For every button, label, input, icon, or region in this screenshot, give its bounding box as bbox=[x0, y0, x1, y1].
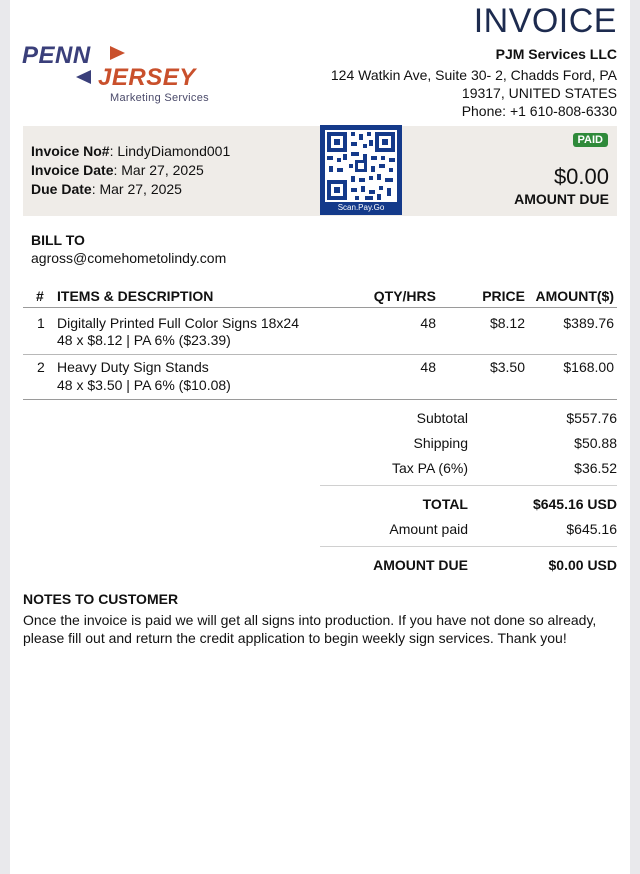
row2-detail: 48 x $3.50 | PA 6% ($10.08) bbox=[57, 377, 231, 393]
invoice-date-value: : Mar 27, 2025 bbox=[113, 162, 204, 178]
col-header-description: ITEMS & DESCRIPTION bbox=[57, 288, 214, 304]
row2-number: 2 bbox=[37, 359, 45, 375]
company-address-line1: 124 Watkin Ave, Suite 30- 2, Chadds Ford, PA bbox=[330, 67, 617, 83]
logo-arrow-right-icon bbox=[110, 46, 125, 60]
invoice-number-label: Invoice No# bbox=[31, 143, 110, 159]
bill-to-heading: BILL TO bbox=[31, 232, 85, 248]
totals-divider bbox=[320, 546, 617, 547]
notes-text: Once the invoice is paid we will get all signs into production. If you have not done so already, please fill out and return the credit application to begin weekly sign services. Thank you! bbox=[23, 612, 597, 646]
logo-word-jersey: JERSEY bbox=[98, 64, 196, 91]
row1-title: Digitally Printed Full Color Signs 18x24 bbox=[57, 315, 299, 331]
col-header-amount: AMOUNT($) bbox=[535, 288, 614, 304]
row1-detail: 48 x $8.12 | PA 6% ($23.39) bbox=[57, 332, 231, 348]
invoice-date-label: Invoice Date bbox=[31, 162, 114, 178]
notes-heading: NOTES TO CUSTOMER bbox=[23, 591, 179, 607]
row1-number: 1 bbox=[37, 315, 45, 331]
logo-tagline: Marketing Services bbox=[110, 92, 209, 104]
amount-due-value: $0.00 bbox=[553, 164, 609, 189]
shipping-label: Shipping bbox=[413, 435, 468, 451]
col-header-number: # bbox=[36, 288, 44, 304]
row2-title: Heavy Duty Sign Stands bbox=[57, 359, 209, 375]
row1-qty: 48 bbox=[420, 315, 436, 331]
invoice-number-value: : LindyDiamond001 bbox=[109, 143, 231, 159]
due-date-label: Due Date bbox=[31, 181, 92, 197]
tax-label: Tax PA (6%) bbox=[392, 460, 468, 476]
row-divider bbox=[23, 354, 617, 355]
tax-value: $36.52 bbox=[574, 460, 617, 476]
company-address-line2: 19317, UNITED STATES bbox=[461, 85, 617, 101]
row2-price: $3.50 bbox=[489, 359, 525, 375]
amount-paid-value: $645.16 bbox=[566, 521, 617, 537]
company-name: PJM Services LLC bbox=[495, 46, 617, 62]
col-header-qty: QTY/HRS bbox=[373, 288, 436, 304]
logo-word-penn: PENN bbox=[22, 42, 91, 69]
shipping-value: $50.88 bbox=[574, 435, 617, 451]
payment-qr-code[interactable] bbox=[320, 125, 402, 215]
row2-qty: 48 bbox=[420, 359, 436, 375]
row2-amount: $168.00 bbox=[563, 359, 614, 375]
due-date bbox=[31, 181, 182, 197]
logo-arrow-left-icon bbox=[76, 70, 91, 84]
subtotal-value: $557.76 bbox=[566, 410, 617, 426]
amount-due-label: AMOUNT DUE bbox=[514, 191, 609, 207]
table-header-divider bbox=[23, 307, 617, 308]
total-value: $645.16 USD bbox=[532, 496, 617, 512]
qr-caption: Scan.Pay.Go bbox=[337, 203, 385, 212]
row1-amount: $389.76 bbox=[563, 315, 614, 331]
invoice-number bbox=[31, 143, 230, 159]
bill-to-email: agross@comehometolindy.com bbox=[31, 250, 227, 266]
due-date-value: : Mar 27, 2025 bbox=[91, 181, 182, 197]
status-badge: PAID bbox=[573, 133, 608, 147]
table-bottom-divider bbox=[23, 399, 617, 400]
col-header-price: PRICE bbox=[482, 288, 525, 304]
company-phone: Phone: +1 610-808-6330 bbox=[461, 103, 617, 119]
final-amount-due-value: $0.00 USD bbox=[548, 557, 617, 573]
invoice-date bbox=[31, 162, 204, 178]
totals-divider bbox=[320, 485, 617, 486]
row1-price: $8.12 bbox=[489, 315, 525, 331]
subtotal-label: Subtotal bbox=[416, 410, 468, 426]
company-logo bbox=[22, 40, 222, 110]
qr-code-icon bbox=[325, 130, 397, 202]
total-label: TOTAL bbox=[422, 496, 468, 512]
final-amount-due-label: AMOUNT DUE bbox=[373, 557, 468, 573]
invoice-page bbox=[10, 0, 630, 874]
invoice-title: INVOICE bbox=[473, 2, 617, 40]
amount-paid-label: Amount paid bbox=[389, 521, 468, 537]
